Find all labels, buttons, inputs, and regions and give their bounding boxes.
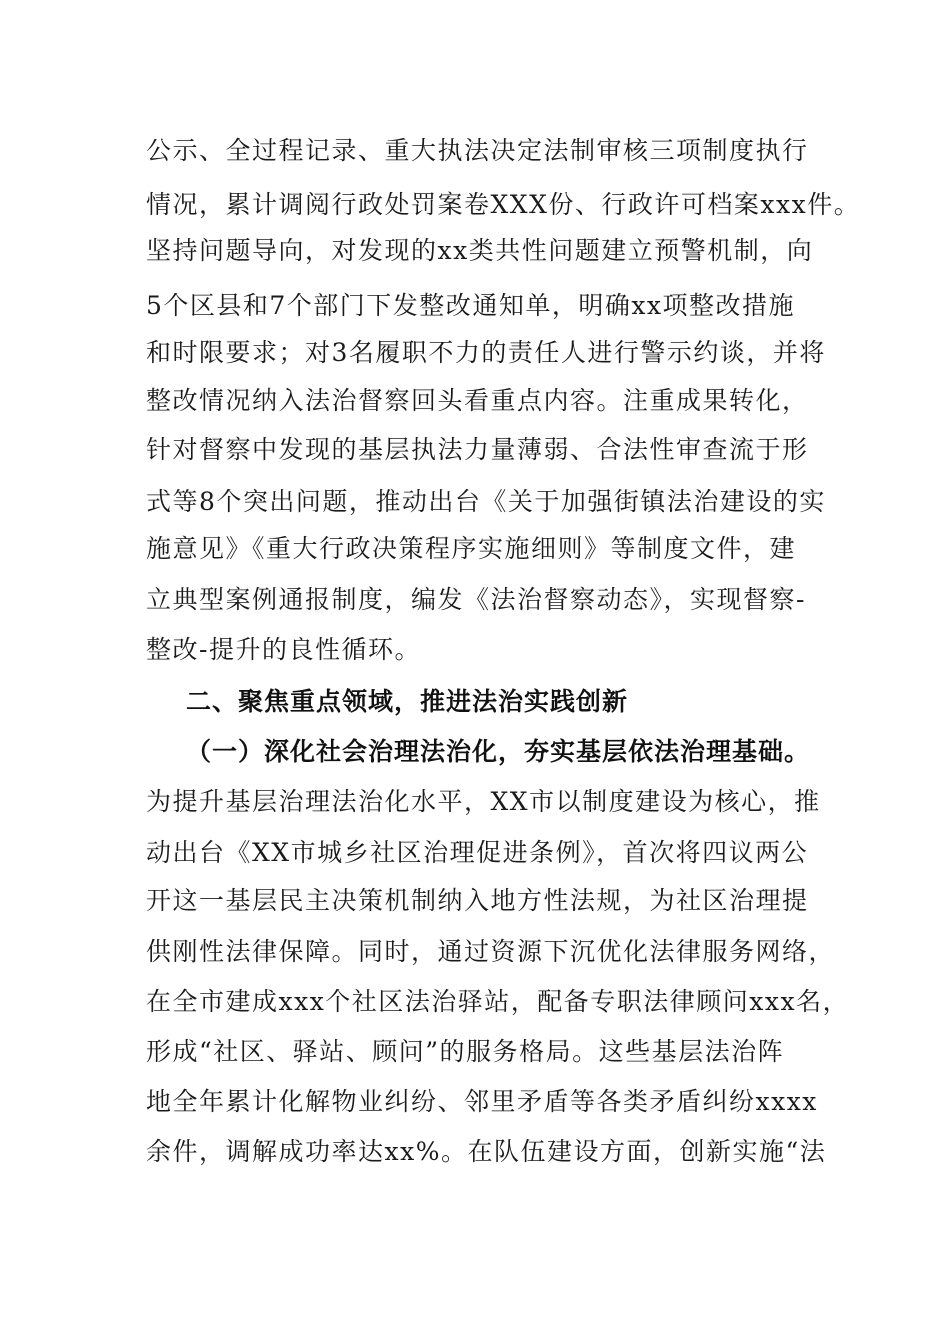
body-line: 式等8个突出问题，推动出台《关于加强街镇法治建设的实 xyxy=(146,487,826,516)
body-line: 开这一基层民主决策机制纳入地方性法规，为社区治理提 xyxy=(146,886,809,915)
body-line: 针对督察中发现的基层执法力量薄弱、合法性审查流于形 xyxy=(146,435,809,464)
section-heading: 二、聚焦重点领域，推进法治实践创新 xyxy=(186,687,629,716)
body-line: 形成“社区、驿站、顾问”的服务格局。这些基层法治阵 xyxy=(146,1037,785,1066)
body-line: 5个区县和7个部门下发整改通知单，明确xx项整改措施 xyxy=(146,291,796,320)
body-line: 为提升基层治理法治化水平，XX市以制度建设为核心，推 xyxy=(146,787,821,816)
body-line: 和时限要求；对3名履职不力的责任人进行警示约谈，并将 xyxy=(146,338,826,367)
body-line: 公示、全过程记录、重大执法决定法制审核三项制度执行 xyxy=(146,136,809,165)
subsection-heading: （一）深化社会治理法治化，夯实基层依法治理基础。 xyxy=(186,737,811,766)
body-line: 整改-提升的良性循环。 xyxy=(146,635,421,664)
body-line: 施意见》《重大行政决策程序实施细则》等制度文件，建 xyxy=(146,534,797,563)
body-line: 坚持问题导向，对发现的xx类共性问题建立预警机制，向 xyxy=(146,236,814,265)
body-line: 供刚性法律保障。同时，通过资源下沉优化法律服务网络， xyxy=(146,937,836,966)
body-line: 余件，调解成功率达xx%。在队伍建设方面，创新实施“法 xyxy=(146,1137,827,1166)
body-line: 情况，累计调阅行政处罚案卷XXX份、行政许可档案xxx件。 xyxy=(146,190,861,219)
body-line: 地全年累计化解物业纠纷、邻里矛盾等各类矛盾纠纷xxxx xyxy=(146,1087,818,1116)
body-line: 整改情况纳入法治督察回头看重点内容。注重成果转化， xyxy=(146,386,809,415)
body-line: 立典型案例通报制度，编发《法治督察动态》，实现督察- xyxy=(146,585,806,614)
body-line: 动出台《XX市城乡社区治理促进条例》，首次将四议两公 xyxy=(146,838,809,867)
body-line: 在全市建成xxx个社区法治驿站，配备专职法律顾问xxx名， xyxy=(146,987,850,1016)
